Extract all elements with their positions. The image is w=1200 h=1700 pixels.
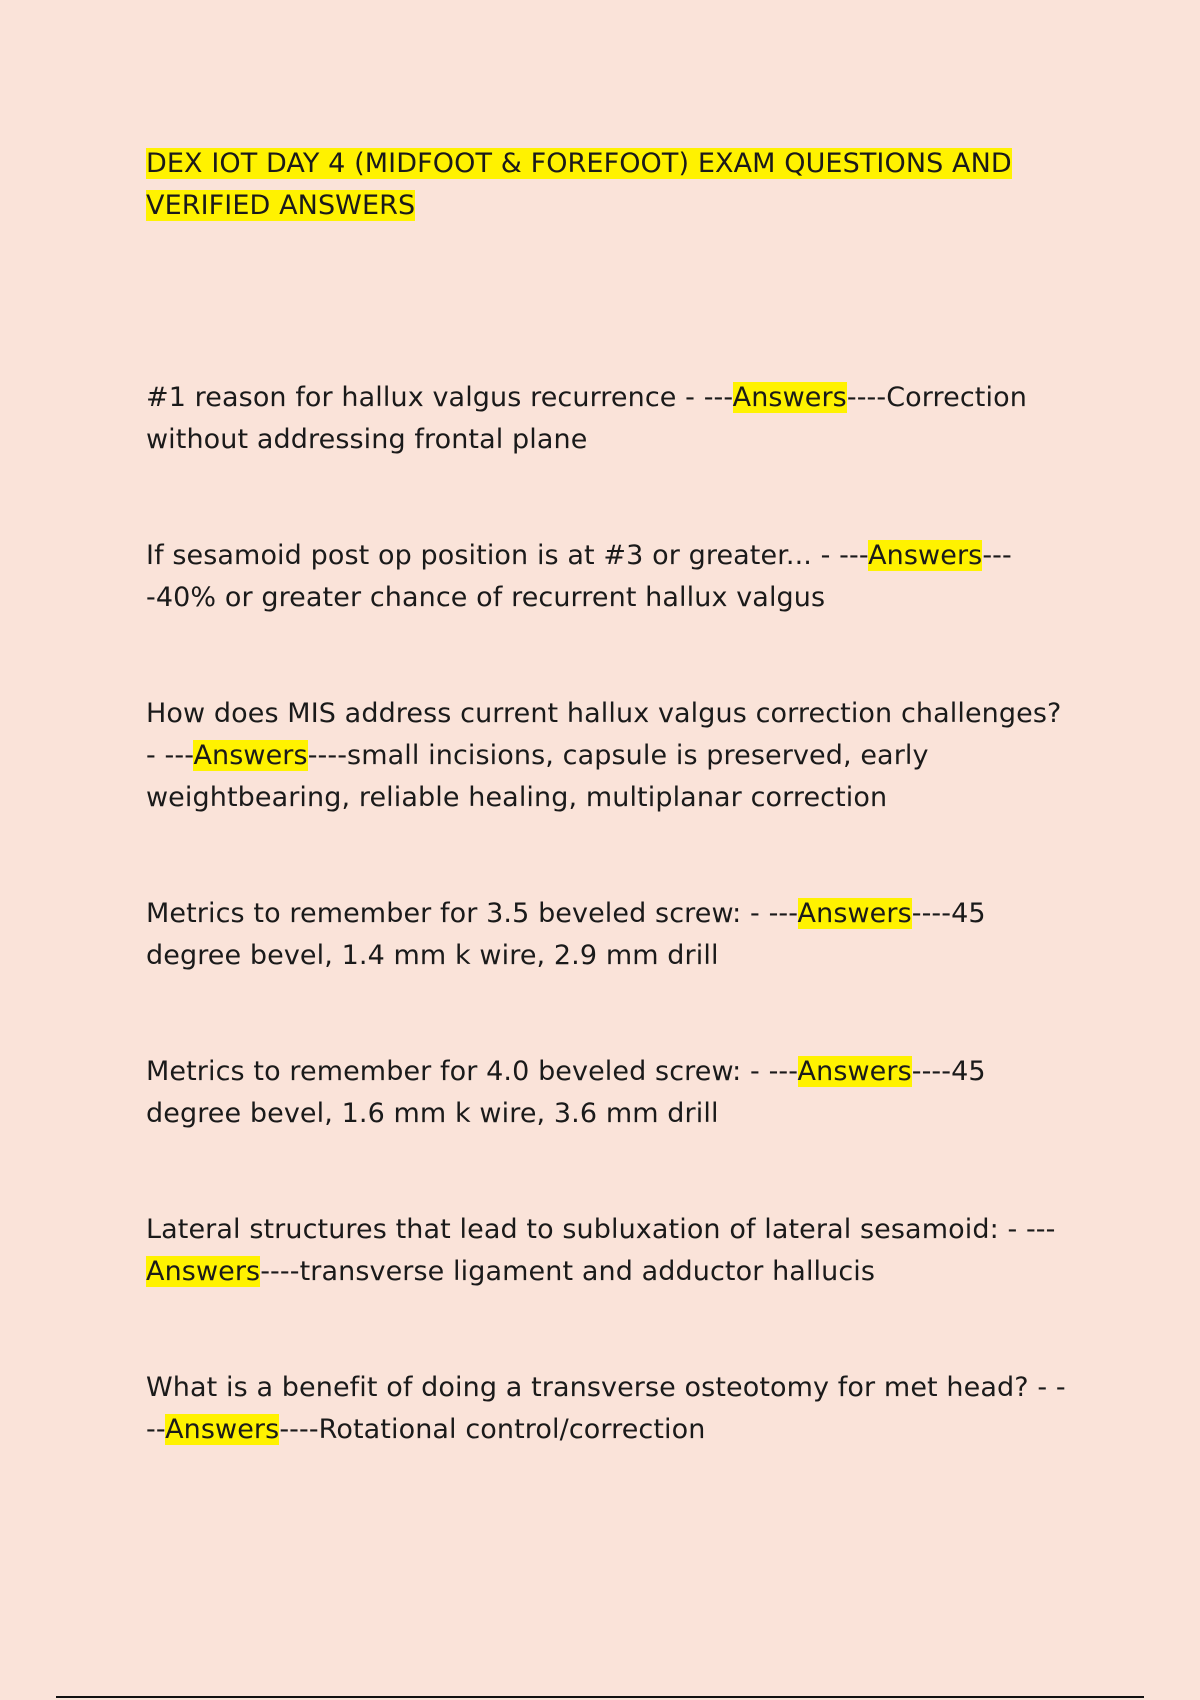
document-page <box>146 143 1066 1525</box>
qa-answer: ----small incisions, capsule is preserved, early weightbearing, reliable healing, multiplanar correction <box>146 740 929 813</box>
answers-label: Answers <box>732 382 847 413</box>
answers-label: Answers <box>868 540 983 571</box>
document-title <box>146 143 1066 227</box>
qa-item-4 <box>146 893 1066 977</box>
answers-label: Answers <box>165 1414 280 1445</box>
qa-list <box>146 377 1066 1451</box>
qa-answer: ----45 degree bevel, 1.4 mm k wire, 2.9 mm drill <box>146 898 986 971</box>
qa-answer: ----45 degree bevel, 1.6 mm k wire, 3.6 mm drill <box>146 1056 986 1129</box>
qa-question: Metrics to remember for 4.0 beveled screw: - --- <box>146 1056 798 1087</box>
answers-label: Answers <box>146 1256 261 1287</box>
qa-item-7 <box>146 1367 1066 1451</box>
answers-label: Answers <box>193 740 308 771</box>
qa-question: What is a benefit of doing a transverse osteotomy for met head? - --- <box>146 1372 1066 1445</box>
qa-question: Metrics to remember for 3.5 beveled screw: - --- <box>146 898 798 929</box>
qa-item-2 <box>146 535 1066 619</box>
page-bottom-divider <box>56 1696 1144 1698</box>
qa-answer: ----Rotational control/correction <box>279 1414 706 1445</box>
document-title-text: DEX IOT DAY 4 (MIDFOOT & FOREFOOT) EXAM QUESTIONS AND VERIFIED ANSWERS <box>146 148 1012 221</box>
qa-item-1 <box>146 377 1066 461</box>
qa-question: #1 reason for hallux valgus recurrence - --- <box>146 382 733 413</box>
qa-answer: ----transverse ligament and adductor hallucis <box>260 1256 876 1287</box>
qa-question: If sesamoid post op position is at #3 or greater... - --- <box>146 540 869 571</box>
answers-label: Answers <box>797 1056 912 1087</box>
qa-item-3 <box>146 693 1066 819</box>
qa-answer: ----Correction without addressing frontal plane <box>146 382 1027 455</box>
qa-question: Lateral structures that lead to subluxation of lateral sesamoid: - --- <box>146 1214 1055 1245</box>
answers-label: Answers <box>797 898 912 929</box>
qa-question: How does MIS address current hallux valgus correction challenges? - --- <box>146 698 1062 771</box>
qa-item-6 <box>146 1209 1066 1293</box>
qa-item-5 <box>146 1051 1066 1135</box>
qa-answer: ----40% or greater chance of recurrent hallux valgus <box>146 540 1012 613</box>
